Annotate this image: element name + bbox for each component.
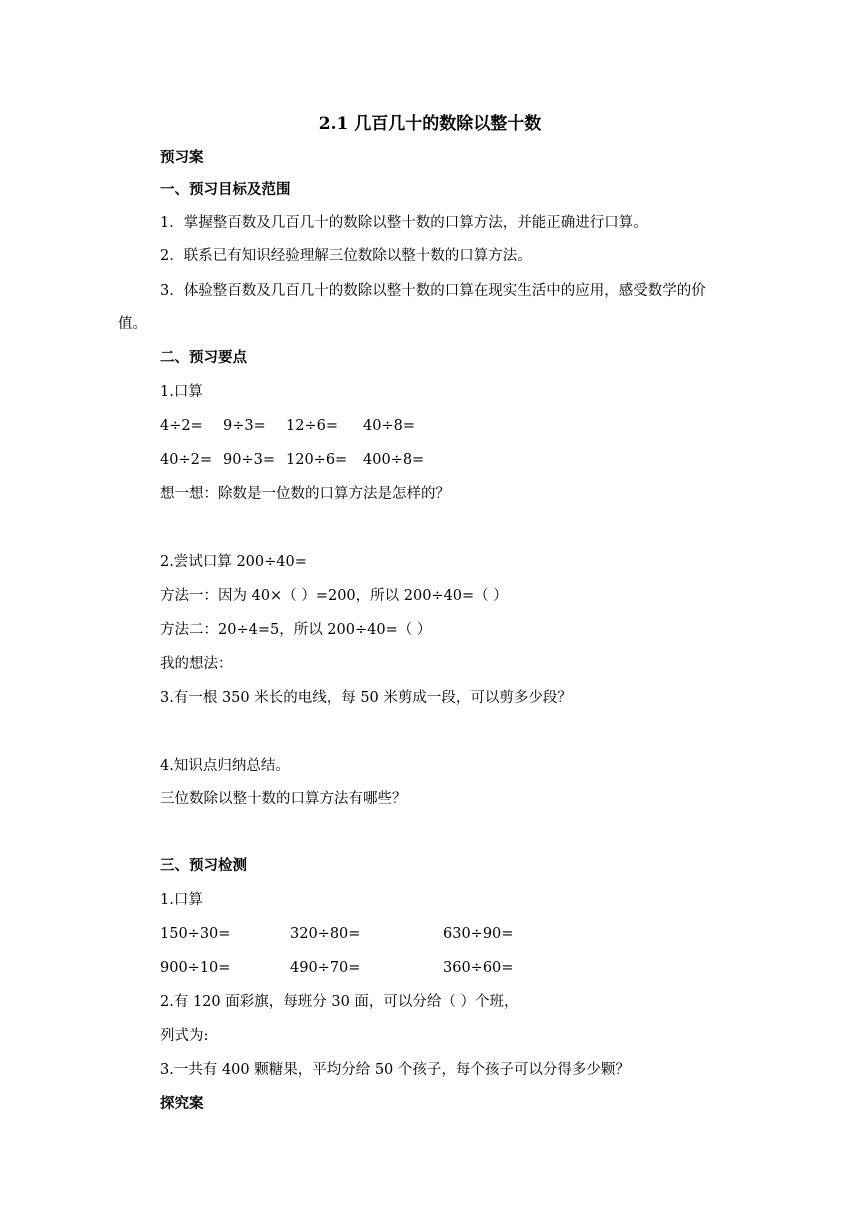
section3-question-2-formula: 列式为: xyxy=(160,1028,209,1044)
calc-item: 9÷3= xyxy=(223,418,266,434)
section2-my-idea: 我的想法： xyxy=(160,656,233,672)
section2-method-2: 方法二：20÷4=5，所以 200÷40=（ ） xyxy=(160,622,432,638)
section2-try-calc: 2.尝试口算 200÷40= xyxy=(160,554,307,570)
section2-question-3: 3.有一根 350 米长的电线，每 50 米剪成一段，可以剪多少段？ xyxy=(160,690,572,706)
calc-item: 320÷80= xyxy=(290,926,361,942)
calc-item: 12÷6= xyxy=(286,418,338,434)
section2-question-4-sub: 三位数除以整十数的口算方法有哪些？ xyxy=(160,791,407,807)
explore-label: 探究案 xyxy=(160,1095,204,1112)
calc-item: 150÷30= xyxy=(160,926,231,942)
document-title: 2.1 几百几十的数除以整十数 xyxy=(318,114,542,134)
calc-item: 90÷3= xyxy=(223,452,275,468)
section3-heading: 三、预习检测 xyxy=(160,857,247,874)
section3-question-2: 2.有 120 面彩旗，每班分 30 面，可以分给（ ）个班， xyxy=(160,994,519,1010)
calc-item: 360÷60= xyxy=(443,960,514,976)
section2-think: 想一想：除数是一位数的口算方法是怎样的？ xyxy=(160,486,450,502)
section2-heading: 二、预习要点 xyxy=(160,349,247,366)
calc-item: 900÷10= xyxy=(160,960,231,976)
section1-item-2: 2．联系已有知识经验理解三位数除以整十数的口算方法。 xyxy=(160,248,532,264)
calc-item: 120÷6= xyxy=(286,452,348,468)
section1-item-3: 3．体验整百数及几百几十的数除以整十数的口算在现实生活中的应用，感受数学的价 xyxy=(160,283,706,299)
calc-item: 630÷90= xyxy=(443,926,514,942)
section3-question-3: 3.一共有 400 颗糖果，平均分给 50 个孩子，每个孩子可以分得多少颗？ xyxy=(160,1062,630,1078)
section3-oral-calc-label: 1.口算 xyxy=(160,892,203,908)
calc-item: 40÷8= xyxy=(363,418,415,434)
calc-item: 400÷8= xyxy=(363,452,425,468)
section1-item-1: 1．掌握整百数及几百几十的数除以整十数的口算方法，并能正确进行口算。 xyxy=(160,215,648,231)
section2-oral-calc-label: 1.口算 xyxy=(160,384,203,400)
calc-item: 40÷2= xyxy=(160,452,212,468)
section1-heading: 一、预习目标及范围 xyxy=(160,181,291,198)
calc-item: 4÷2= xyxy=(160,418,203,434)
section2-method-1: 方法一：因为 40×（ ）=200，所以 200÷40=（ ） xyxy=(160,588,508,604)
section2-question-4: 4.知识点归纳总结。 xyxy=(160,758,290,774)
preview-label: 预习案 xyxy=(160,149,204,166)
calc-item: 490÷70= xyxy=(290,960,361,976)
section1-item-3-cont: 值。 xyxy=(118,316,147,332)
